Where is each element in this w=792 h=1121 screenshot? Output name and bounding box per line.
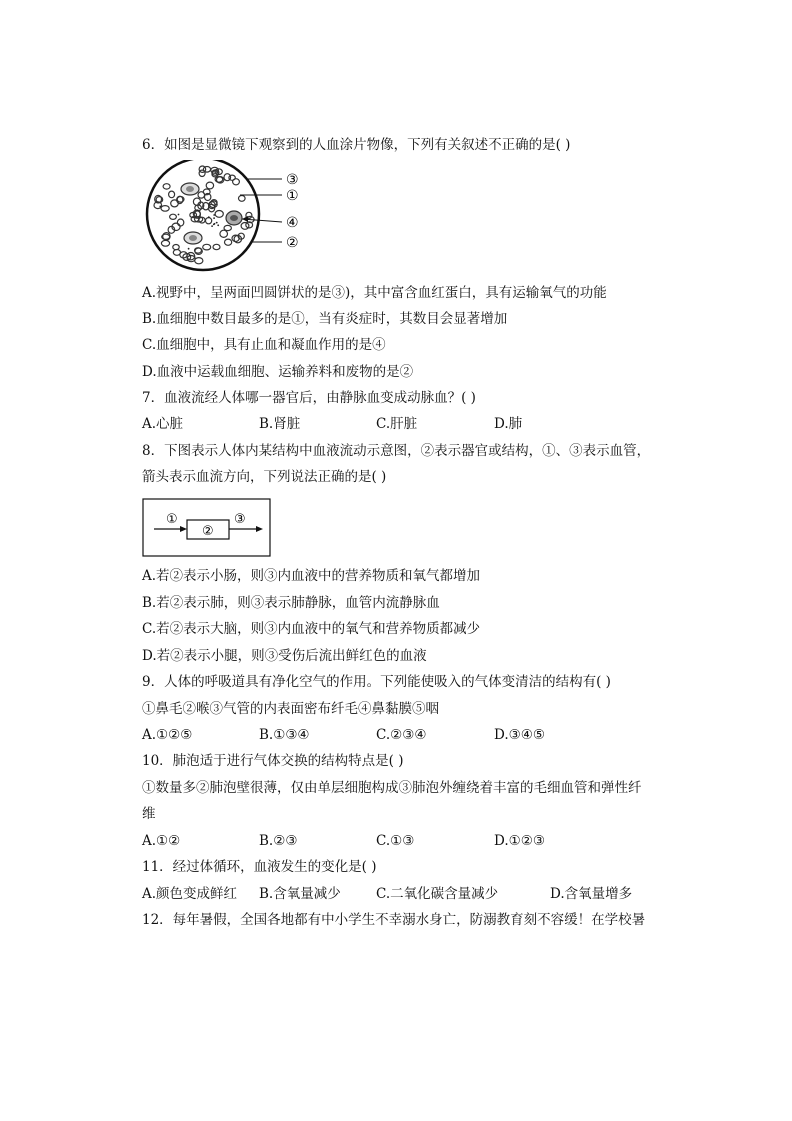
label-3: ③ [286, 172, 299, 188]
q6-option-b: B.血细胞中数目最多的是①，当有炎症时，其数目会显著增加 [142, 311, 508, 327]
q6-option-c: C.血细胞中，具有止血和凝血作用的是④ [142, 337, 386, 353]
platelet-dot [213, 214, 215, 216]
label-1: ① [286, 188, 299, 204]
platelet-dot [178, 214, 180, 216]
q9-items: ①鼻毛②喉③气管的内表面密布纤毛④鼻黏膜⑤咽 [142, 701, 439, 717]
q10-option-c: C.①③ [376, 833, 415, 849]
q6-option-a: A.视野中，呈两面凹圆饼状的是③)，其中富含血红蛋白，具有运输氧气的功能 [142, 285, 607, 301]
q10-items-line2: 维 [142, 806, 156, 822]
q7-stem: 7．血液流经人体哪一器官后，由静脉血变成动脉血？( ) [142, 390, 476, 406]
q9-option-b: B.①③④ [259, 727, 310, 743]
q11-stem: 11．经过体循环，血液发生的变化是( ) [142, 859, 377, 875]
q8-stem-line1: 8．下图表示人体内某结构中血液流动示意图，②表示器官或结构，①、③表示血管， [142, 443, 651, 459]
q6-blood-smear-figure [140, 160, 310, 275]
platelet-dot [188, 248, 190, 250]
platelet-dot [197, 209, 199, 211]
platelet-dot [208, 216, 210, 218]
label-2: ② [202, 524, 214, 539]
q8-option-b: B.若②表示肺，则③表示肺静脉，血管内流静脉血 [142, 595, 440, 611]
q8-option-c: C.若②表示大脑，则③内血液中的氧气和营养物质都减少 [142, 621, 481, 637]
q7-option-b: B.肾脏 [259, 416, 301, 432]
q11-options [142, 885, 662, 903]
platelet-dot [211, 225, 213, 227]
q6-stem: 6．如图是显微镜下观察到的人血涂片物像，下列有关叙述不正确的是( ) [142, 137, 571, 153]
q11-option-d: D.含氧量增多 [550, 886, 633, 902]
q9-option-a: A.①②⑤ [142, 727, 193, 743]
q7-option-d: D.肺 [494, 416, 523, 432]
label-3: ③ [234, 512, 246, 527]
q10-option-b: B.②③ [259, 833, 298, 849]
q6-option-d: D.血液中运载血细胞、运输养料和废物的是② [142, 364, 414, 380]
q12-stem: 12．每年暑假，全国各地都有中小学生不幸溺水身亡，防溺教育刻不容缓！在学校暑 [142, 912, 646, 928]
q10-stem: 10．肺泡适于进行气体交换的结构特点是( ) [142, 753, 404, 769]
q9-options [142, 726, 662, 744]
platelet-dot [216, 222, 218, 224]
q10-option-d: D.①②③ [494, 833, 545, 849]
q7-option-c: C.肝脏 [376, 416, 418, 432]
q9-stem: 9．人体的呼吸道具有净化空气的作用。下列能使吸入的气体变清洁的结构有( ) [142, 674, 611, 690]
label-4: ④ [286, 215, 299, 231]
q8-blood-flow-diagram [142, 498, 272, 558]
q8-stem-line2: 箭头表示血流方向，下列说法正确的是( ) [142, 469, 387, 485]
q7-option-a: A.心脏 [142, 416, 184, 432]
platelet-dot [213, 217, 215, 219]
q8-option-d: D.若②表示小腿，则③受伤后流出鲜红色的血液 [142, 648, 427, 664]
q10-items-line1: ①数量多②肺泡壁很薄，仅由单层细胞构成③肺泡外缠绕着丰富的毛细血管和弹性纤 [142, 780, 642, 796]
q11-option-b: B.含氧量减少 [259, 886, 341, 902]
q11-option-a: A.颜色变成鲜红 [142, 886, 238, 902]
q11-option-c: C.二氧化碳含量减少 [376, 886, 499, 902]
platelet-dot [214, 223, 216, 225]
q7-options [142, 415, 662, 433]
q10-option-a: A.①② [142, 833, 181, 849]
label-2: ② [286, 235, 299, 251]
label-1: ① [166, 512, 178, 527]
platelet-dot [189, 255, 191, 257]
platelet-dot [217, 224, 219, 226]
q9-option-d: D.③④⑤ [494, 727, 545, 743]
q8-option-a: A.若②表示小肠，则③内血液中的营养物质和氧气都增加 [142, 568, 481, 584]
q10-options [142, 832, 662, 850]
q9-option-c: C.②③④ [376, 727, 427, 743]
platelet-dot [159, 206, 161, 208]
